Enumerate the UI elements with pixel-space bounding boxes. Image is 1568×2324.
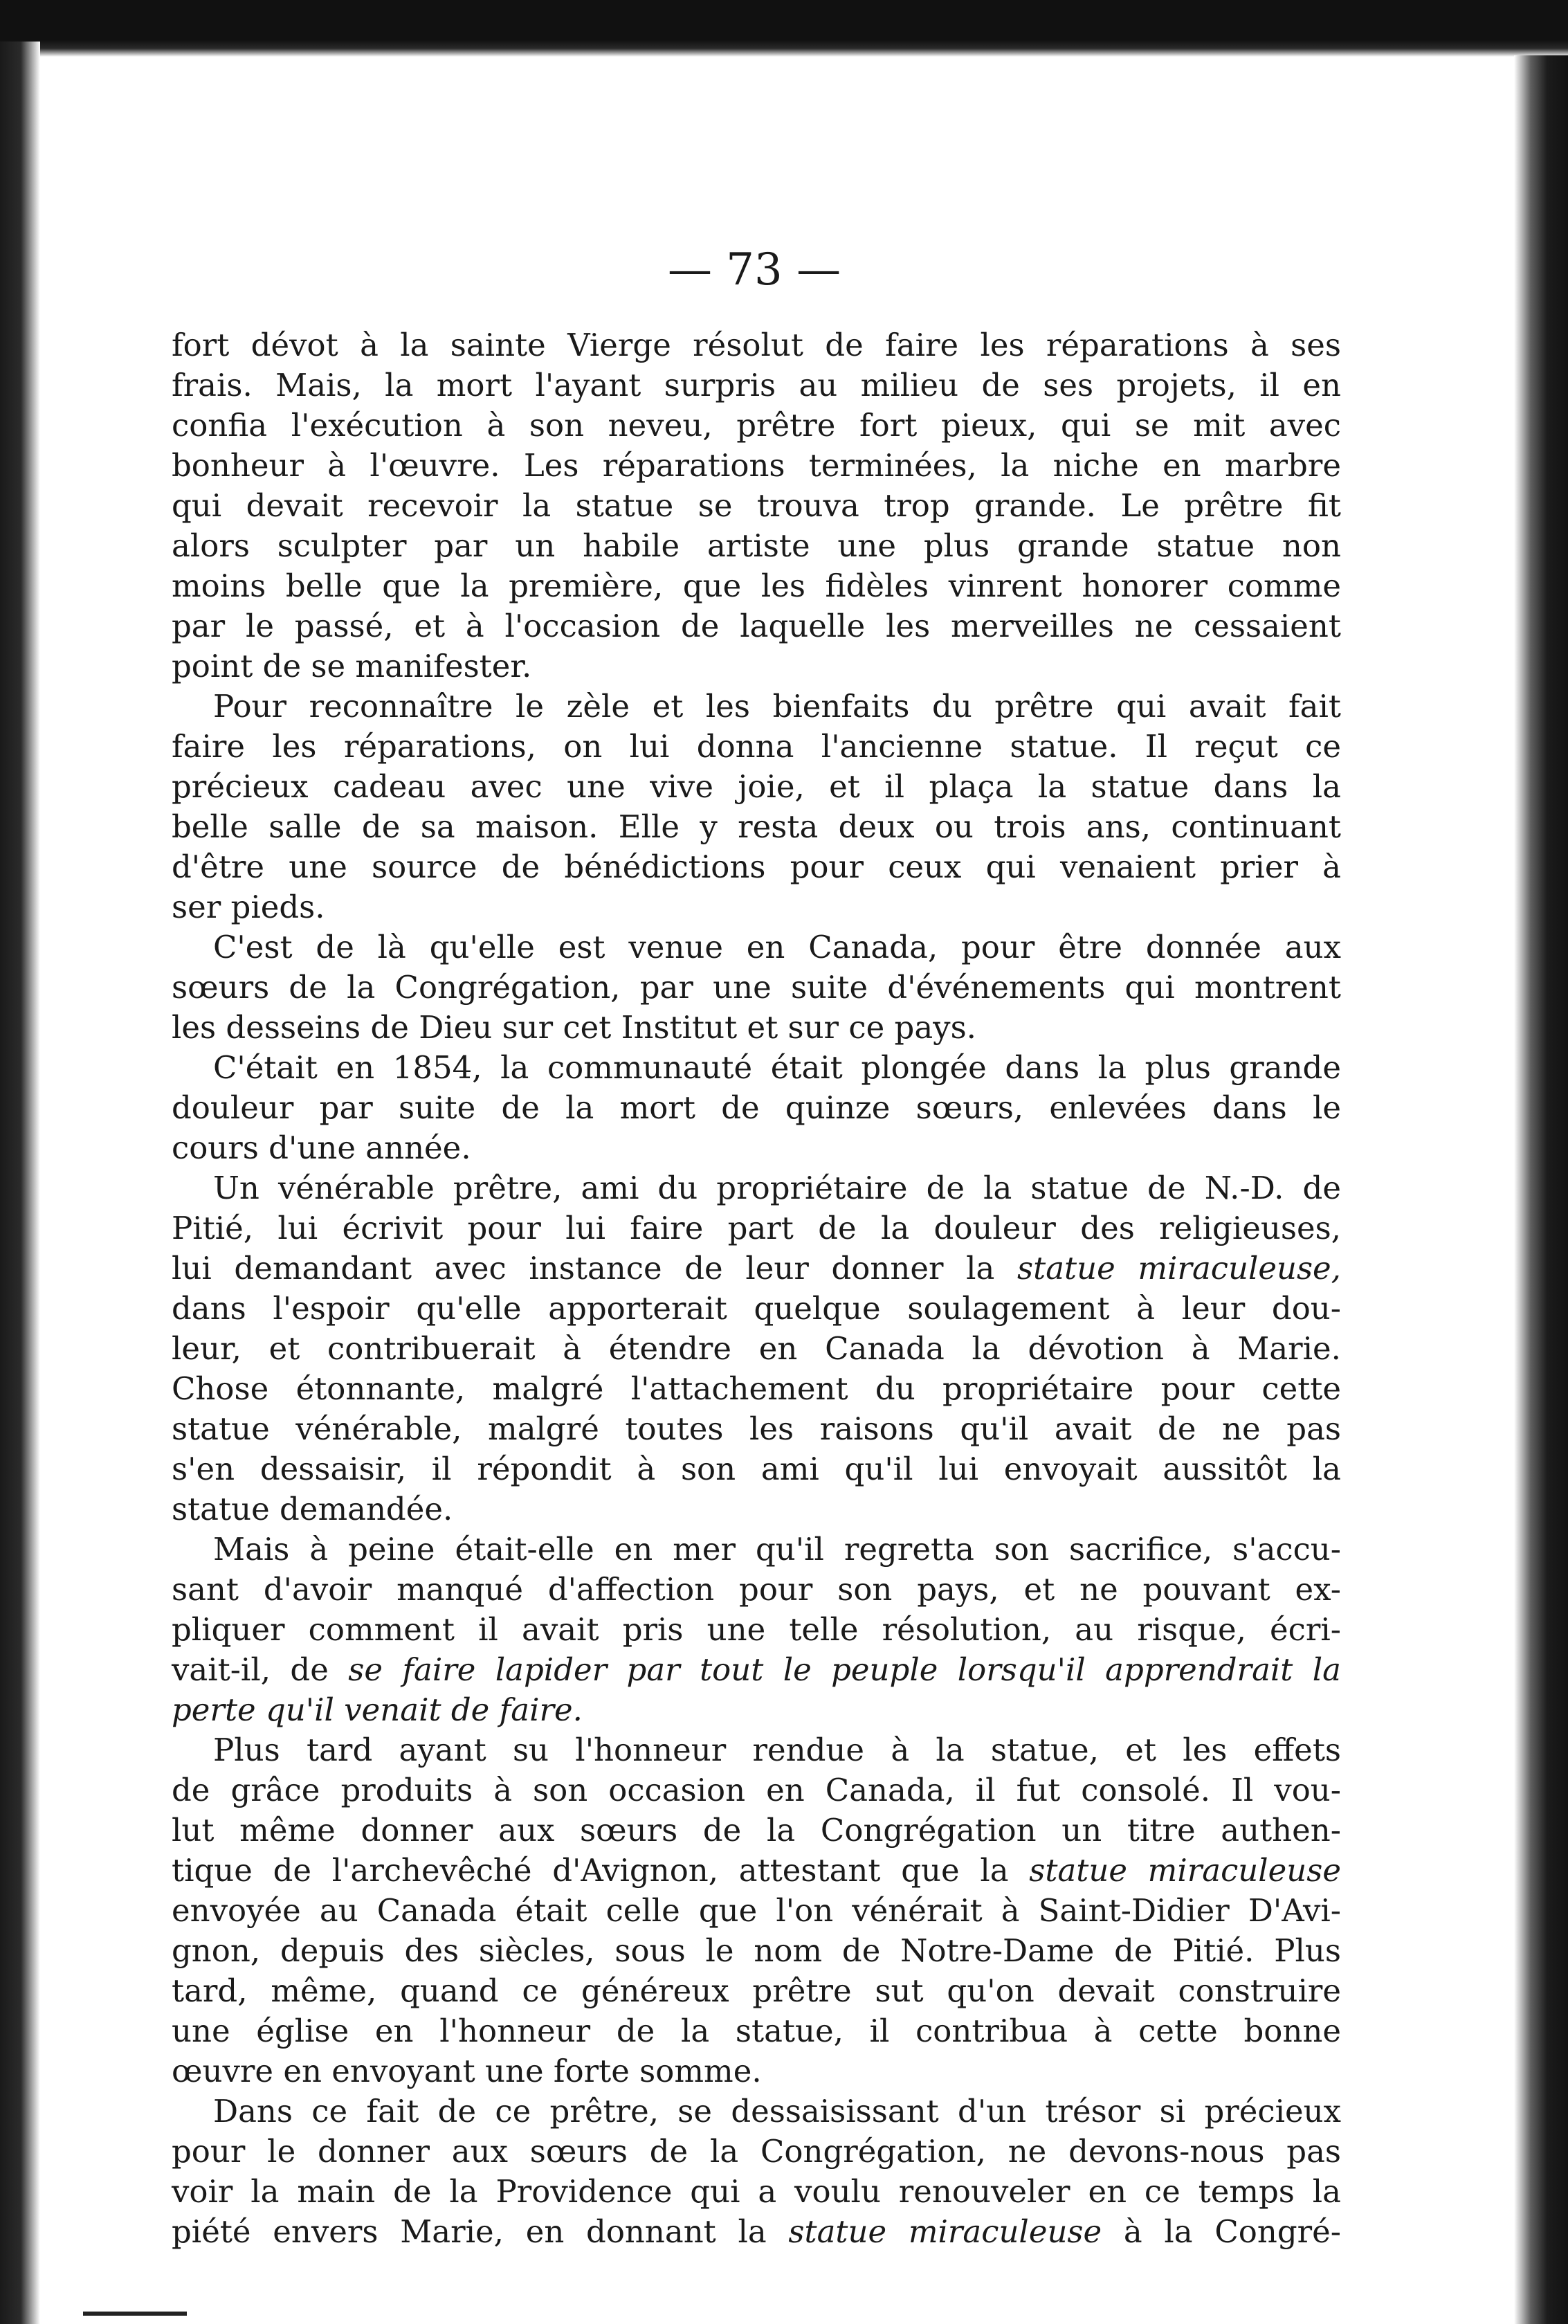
text-run: s'en dessaisir, il répondit à son ami qu'il lui envoyait aussitôt la — [172, 1451, 1341, 1487]
text-line — [172, 1851, 1341, 1891]
italic-text-run: perte qu'il venait de faire. — [172, 1691, 583, 1728]
text-run: douleur par suite de la mort de quinze sœurs, enlevées dans le — [172, 1089, 1341, 1126]
text-line — [172, 1449, 1341, 1489]
text-line — [172, 1249, 1341, 1289]
text-run: lui demandant avec instance de leur donner la — [172, 1250, 1018, 1287]
text-run: sœurs de la Congrégation, par une suite d'événements qui montrent — [172, 969, 1341, 1006]
page-number: — 73 — — [667, 244, 841, 296]
text-run: qui devait recevoir la statue se trouva trop grande. Le prêtre fit — [172, 487, 1341, 524]
text-line — [172, 526, 1341, 566]
text-run: une église en l'honneur de la statue, il contribua à cette bonne — [172, 2013, 1341, 2049]
text-line — [172, 486, 1341, 526]
scan-bottom-mark — [83, 2312, 187, 2316]
text-line — [172, 1489, 1341, 1529]
text-line — [172, 1690, 1341, 1730]
text-line — [172, 2172, 1341, 2212]
text-run: statue vénérable, malgré toutes les raisons qu'il avait de ne pas — [172, 1410, 1341, 1447]
text-run: Plus tard ayant su l'honneur rendue à la statue, et les effets — [213, 1732, 1341, 1768]
text-run: gnon, depuis des siècles, sous le nom de Notre-Dame de Pitié. Plus — [172, 1932, 1341, 1969]
italic-text-run: statue miraculeuse, — [1017, 1250, 1341, 1287]
text-line — [172, 807, 1341, 847]
text-run: sant d'avoir manqué d'affection pour son pays, et ne pouvant ex- — [172, 1571, 1341, 1608]
scan-top-border — [0, 0, 1568, 57]
text-run: C'était en 1854, la communauté était plongée dans la plus grande — [213, 1049, 1341, 1086]
text-line — [172, 365, 1341, 406]
text-run: C'est de là qu'elle est venue en Canada, pour être donnée aux — [213, 929, 1341, 965]
text-line — [172, 687, 1341, 727]
text-line — [172, 1931, 1341, 1971]
text-run: faire les réparations, on lui donna l'ancienne statue. Il reçut ce — [172, 728, 1341, 765]
text-run: belle salle de sa maison. Elle y resta deux ou trois ans, continuant — [172, 808, 1341, 845]
text-line — [172, 1529, 1341, 1570]
text-line — [172, 1208, 1341, 1249]
text-line — [172, 1088, 1341, 1128]
text-run: Chose étonnante, malgré l'attachement du propriétaire pour cette — [172, 1370, 1341, 1407]
text-run: de grâce produits à son occasion en Canada, il fut consolé. Il vou- — [172, 1772, 1341, 1808]
text-run: œuvre en envoyant une forte somme. — [172, 2053, 762, 2089]
text-line — [172, 927, 1341, 968]
text-run: dans l'espoir qu'elle apporterait quelque soulagement à leur dou- — [172, 1290, 1341, 1327]
text-line — [172, 406, 1341, 446]
text-line — [172, 325, 1341, 365]
italic-text-run: se faire lapider par tout le peuple lorsqu'il apprendrait la — [348, 1651, 1341, 1688]
text-line — [172, 1128, 1341, 1168]
text-run: tique de l'archevêché d'Avignon, attestant que la — [172, 1852, 1030, 1889]
italic-text-run: statue miraculeuse — [1029, 1852, 1341, 1889]
text-line — [172, 1369, 1341, 1409]
text-line — [172, 1891, 1341, 1931]
text-line — [172, 2132, 1341, 2172]
text-run: moins belle que la première, que les fidèles vinrent honorer comme — [172, 568, 1341, 604]
text-run: fort dévot à la sainte Vierge résolut de faire les réparations à ses — [172, 327, 1341, 363]
text-run: Pitié, lui écrivit pour lui faire part de la douleur des religieuses, — [172, 1210, 1341, 1246]
text-line — [172, 2011, 1341, 2051]
text-line — [172, 1770, 1341, 1810]
text-run: confia l'exécution à son neveu, prêtre fort pieux, qui se mit avec — [172, 407, 1341, 444]
text-line — [172, 767, 1341, 807]
text-line — [172, 1289, 1341, 1329]
text-run: leur, et contribuerait à étendre en Canada la dévotion à Marie. — [172, 1330, 1341, 1367]
text-line — [172, 566, 1341, 606]
text-line — [172, 1610, 1341, 1650]
text-run: Un vénérable prêtre, ami du propriétaire de la statue de N.-D. de — [213, 1170, 1341, 1206]
text-line — [172, 1971, 1341, 2011]
text-line — [172, 2051, 1341, 2091]
body-text — [172, 325, 1341, 2252]
text-line — [172, 968, 1341, 1008]
text-run: statue demandée. — [172, 1491, 453, 1527]
text-run: par le passé, et à l'occasion de laquelle les merveilles ne cessaient — [172, 608, 1341, 644]
text-run: d'être une source de bénédictions pour ceux qui venaient prier à — [172, 848, 1341, 885]
text-run: envoyée au Canada était celle que l'on vénérait à Saint-Didier D'Avi- — [172, 1892, 1341, 1929]
text-line — [172, 1810, 1341, 1851]
text-line — [172, 1650, 1341, 1690]
text-line — [172, 1008, 1341, 1048]
text-run: Pour reconnaître le zèle et les bienfaits du prêtre qui avait fait — [213, 688, 1341, 725]
text-line — [172, 1168, 1341, 1208]
text-run: Dans ce fait de ce prêtre, se dessaisissant d'un trésor si précieux — [213, 2093, 1341, 2130]
text-line — [172, 1329, 1341, 1369]
scan-left-border — [0, 42, 40, 2324]
text-run: ser pieds. — [172, 889, 325, 925]
text-line — [172, 2212, 1341, 2252]
scan-right-border — [1514, 55, 1568, 2324]
text-line — [172, 1409, 1341, 1449]
text-run-tail: à la Congré- — [1102, 2213, 1341, 2250]
text-run: vait-il, de — [172, 1651, 349, 1688]
text-run: frais. Mais, la mort l'ayant surpris au milieu de ses projets, il en — [172, 367, 1341, 403]
text-run: les desseins de Dieu sur cet Institut et sur ce pays. — [172, 1009, 976, 1046]
text-run: bonheur à l'œuvre. Les réparations terminées, la niche en marbre — [172, 447, 1341, 484]
text-run: alors sculpter par un habile artiste une plus grande statue non — [172, 527, 1341, 564]
text-line — [172, 2091, 1341, 2132]
text-run: pour le donner aux sœurs de la Congrégation, ne devons-nous pas — [172, 2133, 1341, 2170]
text-line — [172, 606, 1341, 646]
italic-text-run: statue miraculeuse — [788, 2213, 1102, 2250]
text-run: cours d'une année. — [172, 1129, 471, 1166]
text-run: point de se manifester. — [172, 648, 532, 684]
text-line — [172, 1570, 1341, 1610]
text-line — [172, 847, 1341, 887]
text-line — [172, 1730, 1341, 1770]
text-line — [172, 887, 1341, 927]
text-run: voir la main de la Providence qui a voulu renouveler en ce temps la — [172, 2173, 1341, 2210]
text-run: pliquer comment il avait pris une telle résolution, au risque, écri- — [172, 1611, 1341, 1648]
text-line — [172, 646, 1341, 687]
text-run: tard, même, quand ce généreux prêtre sut qu'on devait construire — [172, 1972, 1341, 2009]
text-run: précieux cadeau avec une vive joie, et il plaça la statue dans la — [172, 768, 1341, 805]
text-run: Mais à peine était-elle en mer qu'il regretta son sacrifice, s'accu- — [213, 1531, 1341, 1568]
text-run: lut même donner aux sœurs de la Congrégation un titre authen- — [172, 1812, 1341, 1849]
text-line — [172, 727, 1341, 767]
text-line — [172, 446, 1341, 486]
text-line — [172, 1048, 1341, 1088]
text-run: piété envers Marie, en donnant la — [172, 2213, 789, 2250]
